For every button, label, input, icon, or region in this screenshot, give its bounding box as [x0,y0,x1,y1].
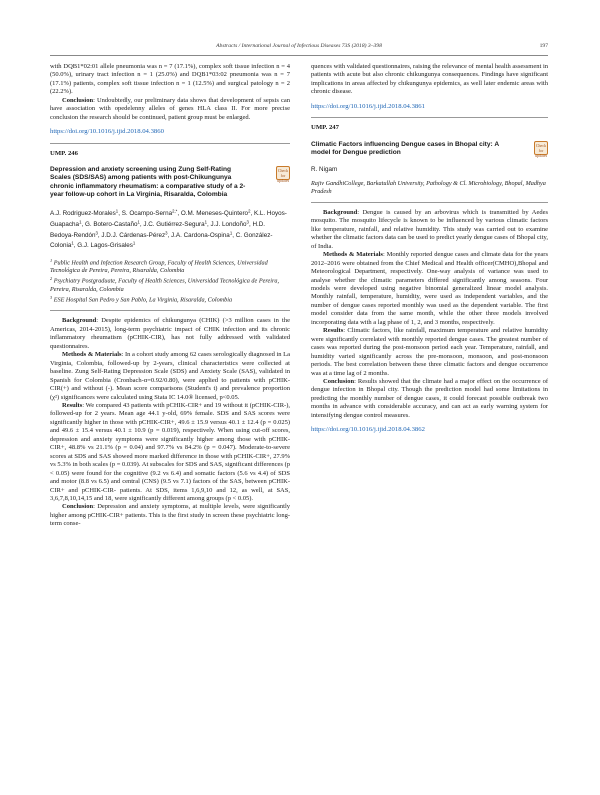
badge-label: Check for updates [277,168,290,184]
author: K.L. Hoyos-Guapacha$^1$, [50,210,287,228]
author: A.J. Rodriguez-Morales$^1$, [50,208,122,218]
check-updates-icon[interactable] [534,141,548,158]
continued-results: with DQB1*02:01 allele pneumonia was n = 7 (17.1%), complex soft tissue infection n = 4 (50.0%), urinary tract infection n = 1 (25.0%) and DQB1*03:02 pneumonia was n = 7 (17.1%) patients, complex soft tissue infection n = 1 (12.5%) and surgical patology n = 2 (22.2%). [50,63,290,96]
author: G. Botero-Castaño$^1$, [84,219,144,228]
doi-link[interactable]: https://doi.org/10.1016/j.ijid.2018.04.3861 [311,102,425,110]
author: J.C. Gutiérrez-Segura$^1$, [143,219,211,228]
left-column [50,63,290,529]
abstract-id: UMP. 247 [311,124,339,132]
results-paragraph: Results: Climatic factors, like rainfall, maximum temperature and relative humidity were significantly correlated with monthly reported dengue cases. The greatest number of cases was reported during the post-monsoon period each year. Temperature, rainfall, and humidity varied significantly across the pre-monsoon, monsoon, and post-monsoon periods. The best correlation between these three climatic factors and dengue occurrence was at a time lag of 2 months. [311,327,548,377]
author: H.D. Bedoya-Rendón$^3$, [50,220,266,239]
header-rule [50,55,548,56]
author: C. González-Colonia$^1$, [50,231,273,250]
author: J.J. Londoño$^3$, [210,219,253,228]
article-title: Depression and anxiety screening using Zung Self-Rating Scales (SDS/SAS) among patients with post-Chikungunya chronic inflammatory rheumatism: a comparative study of a 2-year follow-up cohort in La Virginia, Risaralda, Colombia [50,166,246,199]
author: R. Nigam [311,165,338,173]
affiliations [311,180,548,196]
conclusion-paragraph: Conclusion: Depression and anxiety symptoms, at multiple levels, were significantly higher among pCHIK-CIR+ patients. This is the first study in screen these psychiatric long-term conse- [50,503,290,528]
author: J.A. Cardona-Ospina$^1$, [171,230,236,239]
background-paragraph: Background: Dengue is caused by an arbovirus which is transmitted by Aedes mosquito. The mosquito lifecycle is known to be influenced by various climatic factors like temperature, rainfall, and relative humidity. This study was carried out to examine whether the climatic factors data can be used to predict yearly dengue cases of Bhopal city, of India. [311,208,548,250]
abstract-id: UMP. 246 [50,149,78,157]
affiliation: Rajiv GandhiCollege, Barkatullah University, Pathology & Cl. Microbiology, Bhopal, Madhya Pradesh [311,179,546,195]
doi-link[interactable]: https://doi.org/10.1016/j.ijid.2018.04.3862 [311,426,425,434]
methods-paragraph: Methods & Materials: In a cohort study among 62 cases serologically diagnosed in La Virginia, Colombia, followed-up by 2-years, clinical characteristics were collected at baseline. Zung Self-Rating Depression Scale (SDS) and Anxiety Scale (SAS), validated in Spanish for Colombia (Cronbach-α=0.92/0.80), were applied to patients with pCHIK-CIR(+) and without (-). Mean score comparisons (Student's t) and prevalence proportion (χ²) significances were calculated using Stata IC 14.0® licensed, p<0.05. [50,351,290,401]
doi-link[interactable]: https://doi.org/10.1016/j.ijid.2018.04.3860 [50,128,164,136]
page-number: 197 [539,43,548,49]
section-divider [311,117,548,118]
section-divider [311,202,548,203]
continued-conclusion: quences with validated questionnaires, raising the relevance of mental health assessment in patients with acute but also chronic chikungunya consequences. Findings have significant implications in areas affected by chikungunya epidemics, as well later endemic areas with chronic disease. [311,63,548,96]
author: S. Ocampo-Serna$^{2,*}$, [121,208,181,218]
affiliations [50,257,290,305]
affiliation: $^1$ Public Health and Infection Research Group, Faculty of Health Sciences, Universidad Tecnológica de Pereira, Pereira, Risaralda, Colombia [50,257,268,275]
author: G.J. Lagos-Grisales$^1$ [77,240,136,250]
badge-label: Check for updates [535,142,548,158]
running-header [50,43,548,55]
conclusion-text: : Undoubtedly, our preliminary data shows that development of sepsis can have association with opedelenny alleles of genes HLA class II. For more precise conclusion the research should be continued, patient group must be enlarged. [50,96,290,121]
conclusion-paragraph [50,97,290,122]
results-paragraph: Results: We compared 43 patients with pCHIK-CIR+ and 19 without it (pCHIK-CIR-), followed-up for 2 years. Mean age 44.1 y-old, 69% female. SDS and SAS scores were significantly higher in those with pCHIK-CIR+, 49.6 ± 15.9 versus 40.1 ± 12.4 (p = 0.025) and 49.6 ± 15.4 versus 40.1 ± 10.9 (p = 0.019), respectively. When using cut-off scores, depression and anxiety symptoms were significantly higher among those with pCHIK-CIR+, 48.8% vs 21.1% (p = 0.04) and 97.7% vs 84.2% (p = 0.047). Moderate-to-severe scores at SDS and SAS showed more marked difference in those with pCHIK-CIR+, 27.9% vs 5.3% in both scales (p = 0.039). At subscales for SDS and SAS, significant differences (p < 0.05) were found for the cognitive (9.2 vs 6.4) and somatic factors (5.6 vs 4.4) of SDS and motor (8.8 vs 6.5) and central (CNS) (9.5 vs 7.1) factors of the SAS, between pCHIK-CIR+ and pCHIK-CIR- patients. At SDS, items 1,6,9,10 and 12, as well, at SAS, 3,6,7,8,10,14,15 and 18, were significantly different among groups (p < 0.05). [50,402,290,502]
check-updates-icon[interactable] [276,166,290,184]
author-list [50,208,290,251]
author: J.D.J. Cárdenas-Pérez$^3$, [101,230,171,239]
author: O.M. Meneses-Quintero$^2$, [180,208,254,218]
right-column [311,63,548,435]
article-heading [50,166,290,200]
conclusion-paragraph: Conclusion: Results showed that the climate had a major effect on the occurrence of dengue infection in Bhopal city. Though the prediction model had some limitations in predicting the monthly number of dengue cases, it could forecast possible outbreak two months in advance with considerable accuracy, and can act as early warning system for intensifying dengue control measures. [311,377,548,419]
article-title: Climatic Factors influencing Dengue cases in Bhopal city: A model for Dengue prediction [311,140,499,157]
section-divider [50,310,290,311]
affiliation: $^3$ ESE Hospital San Pedro y San Pablo, La Virginia, Risaralda, Colombia [50,294,233,304]
background-paragraph: Background: Despite epidemics of chikungunya (CHIK) (>3 million cases in the Americas, 2014-2015), long-term psychiatric impact of CHIK infection and its chronic inflammatory rheumatism (pCHIK-CIR), has not fully addressed with validated questionnaires. [50,317,290,350]
methods-paragraph: Methods & Materials: Monthly reported dengue cases and climate data for the years 2012–2016 were obtained from the Chief Medical and Health officer(CMHO),Bhopal and Meteorological Department, respectively. One-way analysis of variance was used to analyse whether the climatic parameters differed significantly among seasons. Four models were developed using negative binomial generalized linear model analysis. Monthly rainfall, temperature, humidity, were used as independent variables, and the number of dengue cases reported monthly was used as the dependent variable. The first model consider data from the same month, while the other three models involved incorporating data with a lag phase of 1, 2, and 3 months, respectively. [311,251,548,326]
journal-citation: Abstracts / International Journal of Infectious Diseases 73S (2018) 3–398 [216,43,382,49]
conclusion-label: Conclusion [62,96,94,104]
article-heading [311,141,548,158]
author-list [311,166,548,174]
affiliation: $^2$ Psychiatry Postgraduate, Faculty of Health Sciences, Universidad Tecnológica de Pereira, Pereira, Risaralda, Colombia [50,276,280,293]
section-divider [50,143,290,144]
